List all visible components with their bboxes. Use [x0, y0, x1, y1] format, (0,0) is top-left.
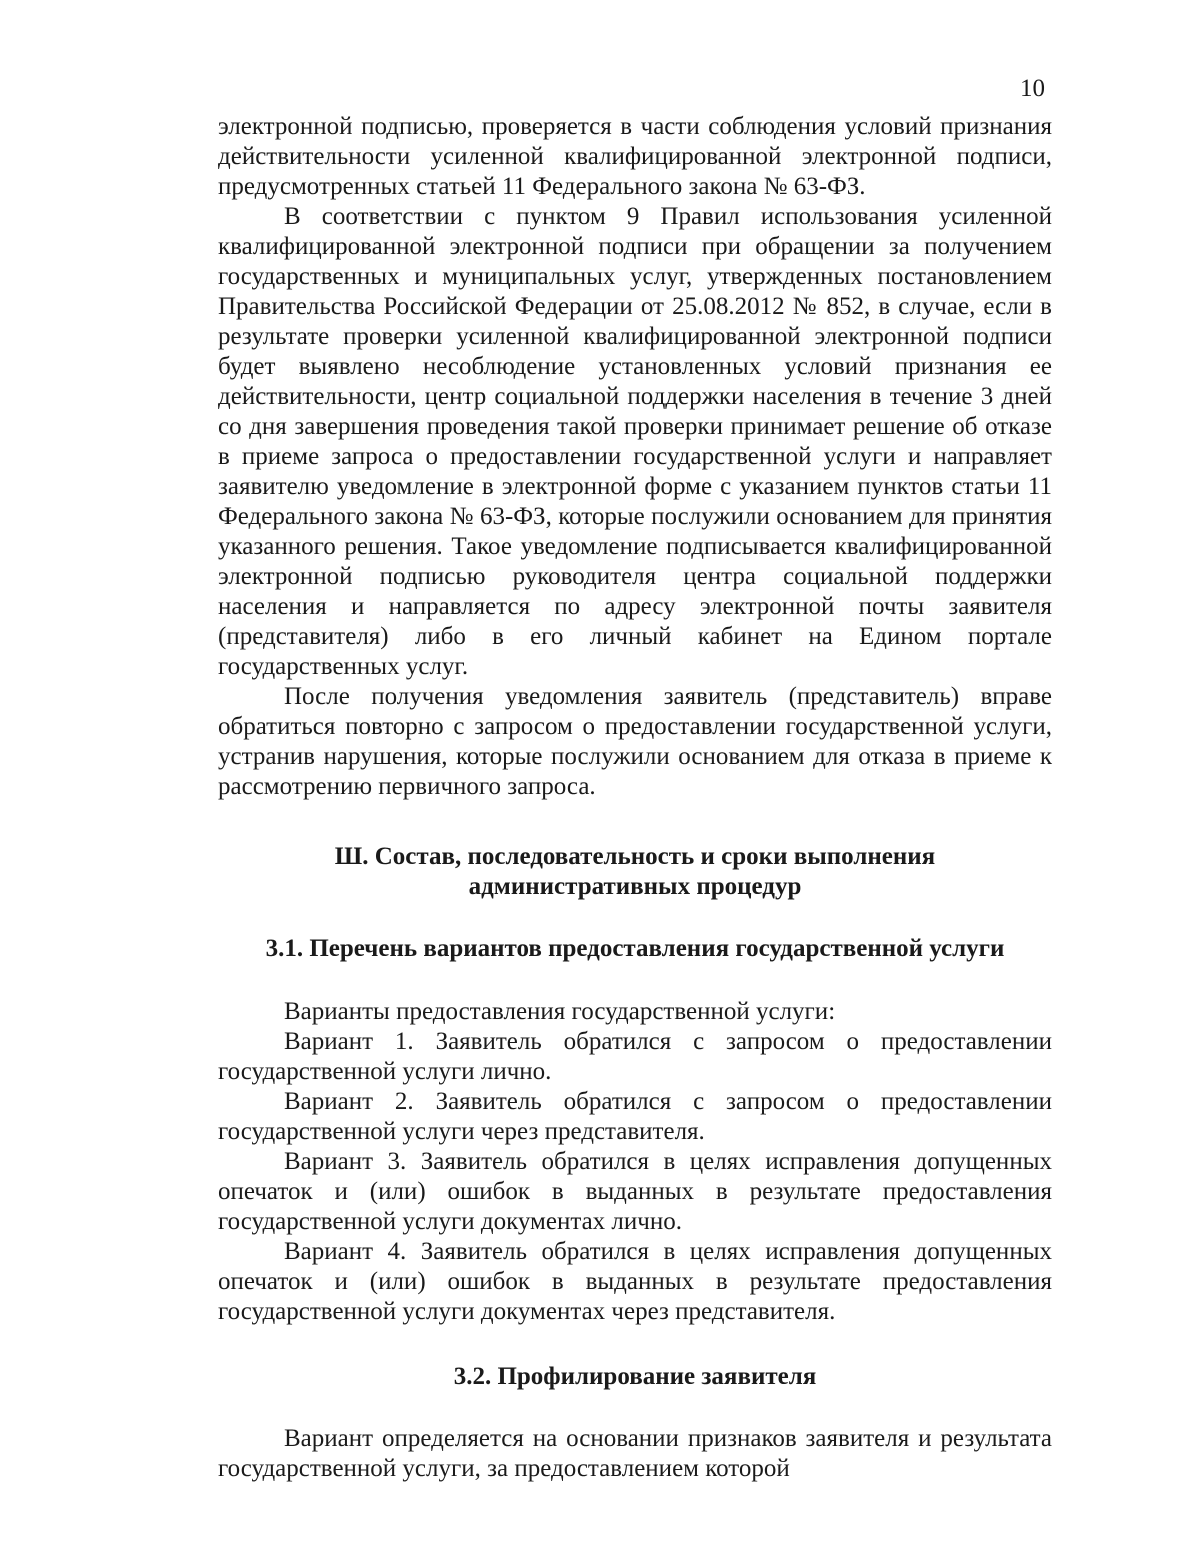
paragraph-rule-9: В соответствии с пунктом 9 Правил использования усиленной квалифицированной электронной подписи при обращении за получением государственных и муниципальных услуг, утвержденных постановлением Правительства Российской Федерации от 25.08.2012 № 852, в случае, если в результате проверки усиленной квалифицированной электронной подписи будет выявлено несоблюдение установленных условий признания ее действительности, центр социальной поддержки населения в течение 3 дней со дня завершения проведения такой проверки принимает решение об отказе в приеме запроса о предоставлении государственной услуги и направляет заявителю уведомление в электронной форме с указанием пунктов статьи 11 Федерального закона № 63-ФЗ, которые послужили основанием для принятия указанного решения. Такое уведомление подписывается квалифицированной электронной подписью руководителя центра социальной поддержки населения и направляется по адресу электронной почты заявителя (представителя) либо в его личный кабинет на Едином портале государственных услуг.	[218, 203, 1052, 680]
paragraph-signature-check: электронной подписью, проверяется в части соблюдения условий признания действительности усиленной квалифицированной электронной подписи, предусмотренных статьей 11 Федерального закона № 63-ФЗ.	[218, 113, 1052, 200]
section-3-heading	[218, 842, 1052, 902]
variant-4: Вариант 4. Заявитель обратился в целях исправления допущенных опечаток и (или) ошибок в выданных в результате предоставления государственной услуги документах через представителя.	[218, 1238, 1052, 1325]
variant-3: Вариант 3. Заявитель обратился в целях исправления допущенных опечаток и (или) ошибок в выданных в результате предоставления государственной услуги документах лично.	[218, 1148, 1052, 1235]
profiling-paragraph: Вариант определяется на основании признаков заявителя и результата государственной услуги, за предоставлением которой	[218, 1425, 1052, 1482]
variant-2: Вариант 2. Заявитель обратился с запросом о предоставлении государственной услуги через представителя.	[218, 1088, 1052, 1145]
section-3-2-heading: 3.2. Профилирование заявителя	[453, 1363, 817, 1390]
document-body	[218, 112, 1052, 1484]
variant-1: Вариант 1. Заявитель обратился с запросом о предоставлении государственной услуги лично.	[218, 1028, 1052, 1085]
page-number: 10	[1020, 75, 1045, 102]
paragraph-repeat-request: После получения уведомления заявитель (представитель) вправе обратиться повторно с запросом о предоставлении государственной услуги, устранив нарушения, которые послужили основанием для отказа в приеме к рассмотрению первичного запроса.	[218, 683, 1052, 800]
section-3-title-line-2: административных процедур	[468, 873, 802, 900]
variants-intro: Варианты предоставления государственной услуги:	[284, 998, 836, 1025]
section-3-title-line-1: Ш. Состав, последовательность и сроки выполнения	[334, 843, 936, 870]
section-3-1-heading: 3.1. Перечень вариантов предоставления государственной услуги	[265, 935, 1005, 962]
